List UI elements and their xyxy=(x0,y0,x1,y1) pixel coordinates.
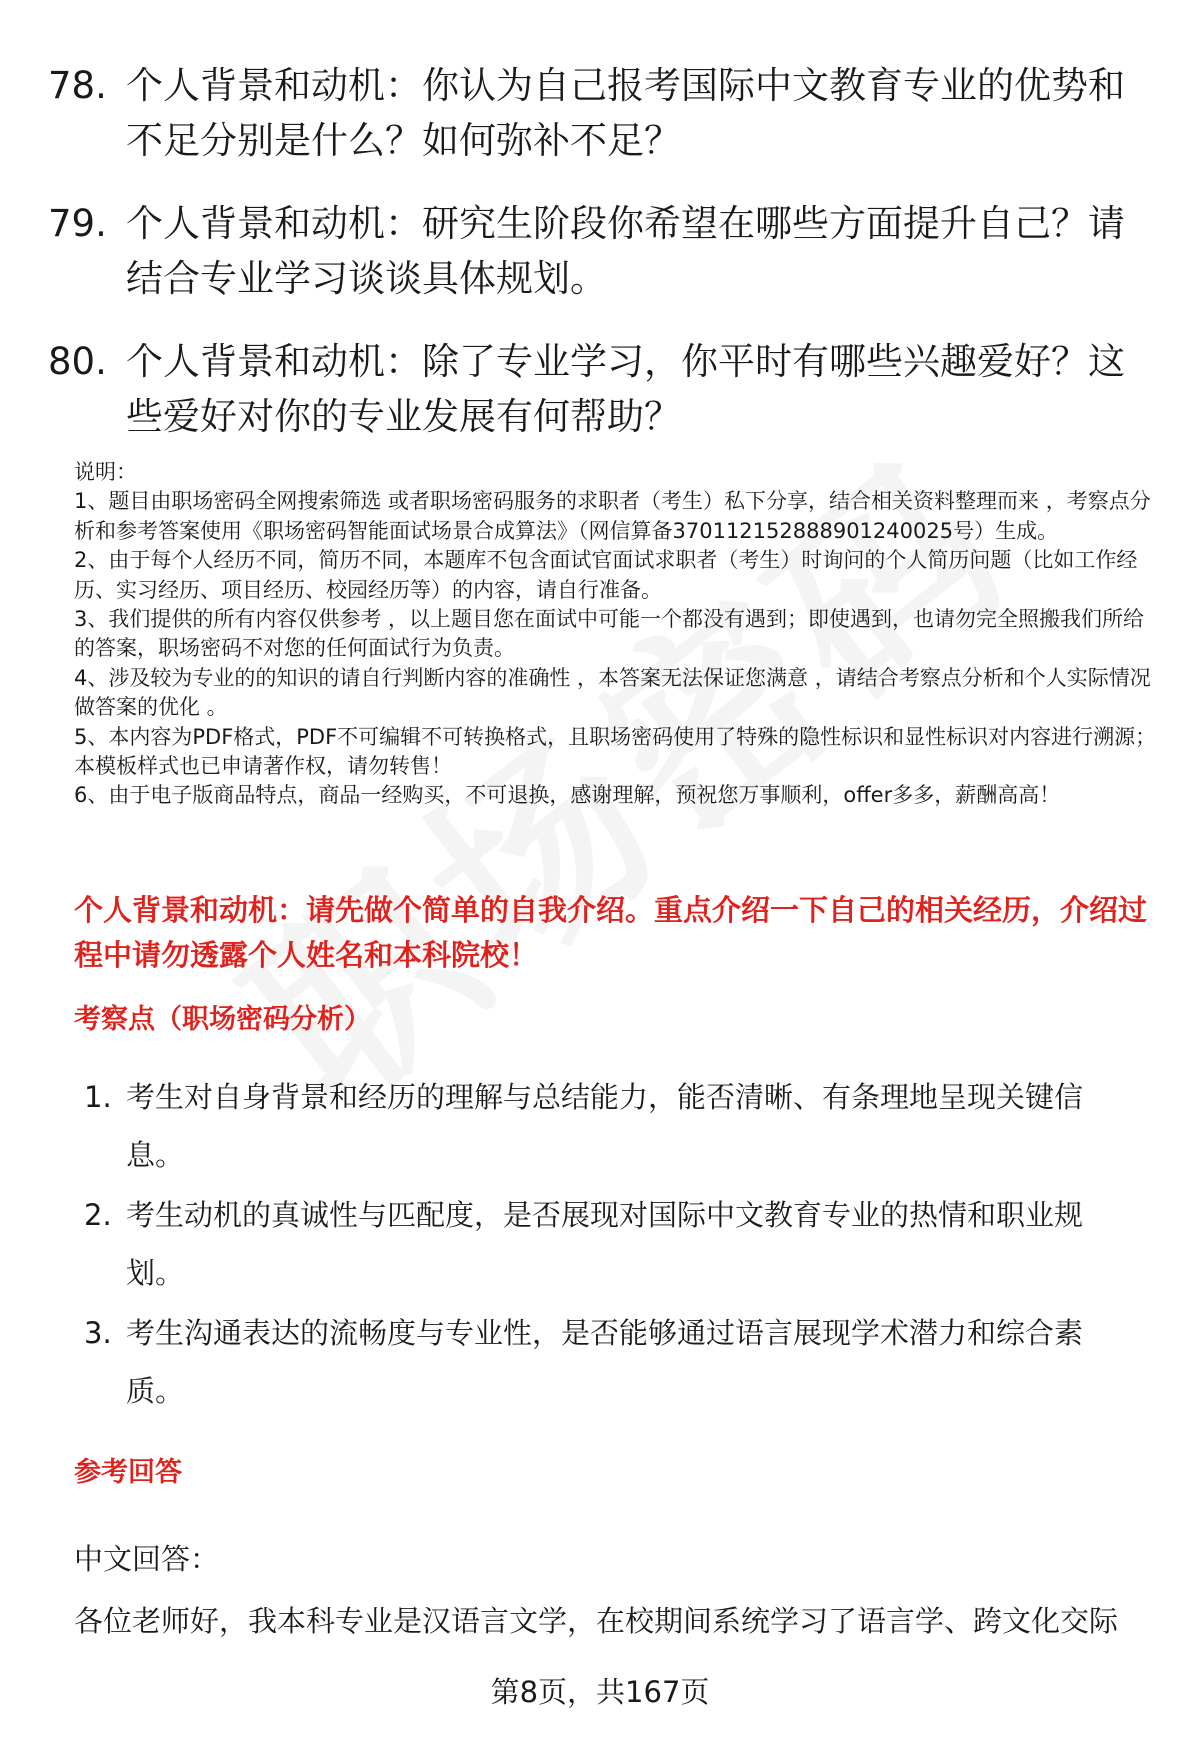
note-item: 3、我们提供的所有内容仅供参考 ，以上题目您在面试中可能一个都没有遇到；即使遇到，也请勿完全照搬我们所给的答案，职场密码不对您的任何面试行为负责。 xyxy=(74,607,1145,661)
question-item xyxy=(48,334,1158,444)
analysis-title: 考察点（职场密码分析） xyxy=(74,1004,371,1035)
question-text: 个人背景和动机：除了专业学习，你平时有哪些兴趣爱好？这些爱好对你的专业发展有何帮助？ xyxy=(126,340,1125,438)
analysis-point xyxy=(84,1068,1144,1184)
analysis-points xyxy=(84,1068,1144,1422)
reference-answer xyxy=(74,1528,1160,1652)
answer-text: 各位老师好，我本科专业是汉语言文学，在校期间系统学习了语言学、跨文化交际 xyxy=(74,1604,1119,1638)
question-item xyxy=(48,196,1158,306)
question-text: 个人背景和动机：研究生阶段你希望在哪些方面提升自己？请结合专业学习谈谈具体规划。 xyxy=(126,202,1125,300)
page-footer: 第8页，共167页 xyxy=(490,1675,710,1709)
analysis-point xyxy=(84,1304,1144,1420)
answer-label: 中文回答： xyxy=(74,1542,220,1576)
note-item: 2、由于每个人经历不同，简历不同，本题库不包含面试官面试求职者（考生）时询问的个人简历问题（比如工作经历、实习经历、项目经历、校园经历等）的内容，请自行准备。 xyxy=(74,548,1138,602)
question-number: 79. xyxy=(48,202,107,245)
point-number: 2. xyxy=(84,1198,112,1232)
note-item: 4、涉及较为专业的的知识的请自行判断内容的准确性 ，本答案无法保证您满意 ，请结合考察点分析和个人实际情况做答案的优化 。 xyxy=(74,665,1151,720)
current-question: 个人背景和动机：请先做个简单的自我介绍。重点介绍一下自己的相关经历，介绍过程中请勿透露个人姓名和本科院校！ xyxy=(74,893,1148,972)
point-number: 3. xyxy=(84,1316,112,1350)
notes-section xyxy=(74,458,1160,811)
analysis-point xyxy=(84,1186,1144,1302)
question-item xyxy=(48,58,1158,168)
question-text: 个人背景和动机：你认为自己报考国际中文教育专业的优势和不足分别是什么？如何弥补不足？ xyxy=(126,64,1125,162)
notes-heading: 说明： xyxy=(74,460,137,484)
note-item: 5、本内容为PDF格式，PDF不可编辑不可转换格式，且职场密码使用了特殊的隐性标识和显性标识对内容进行溯源；本模板样式也已申请著作权，请勿转售！ xyxy=(74,724,1157,779)
point-text: 考生对自身背景和经历的理解与总结能力，能否清晰、有条理地呈现关键信息。 xyxy=(126,1080,1084,1172)
reference-title: 参考回答 xyxy=(74,1457,182,1488)
point-text: 考生沟通表达的流畅度与专业性，是否能够通过语言展现学术潜力和综合素质。 xyxy=(126,1316,1084,1408)
point-number: 1. xyxy=(84,1080,112,1114)
point-text: 考生动机的真诚性与匹配度，是否展现对国际中文教育专业的热情和职业规划。 xyxy=(126,1198,1084,1290)
question-number: 78. xyxy=(48,64,107,107)
note-item: 6、由于电子版商品特点，商品一经购买，不可退换，感谢理解，预祝您万事顺利，offer多多，薪酬高高！ xyxy=(74,783,1061,808)
question-list xyxy=(48,58,1158,472)
question-number: 80. xyxy=(48,340,107,383)
note-item: 1、题目由职场密码全网搜索筛选 或者职场密码服务的求职者（考生）私下分享，结合相关资料整理而来 ，考察点分析和参考答案使用《职场密码智能面试场景合成算法》（网信算备370112152888901240025号）生成。 xyxy=(74,489,1151,543)
